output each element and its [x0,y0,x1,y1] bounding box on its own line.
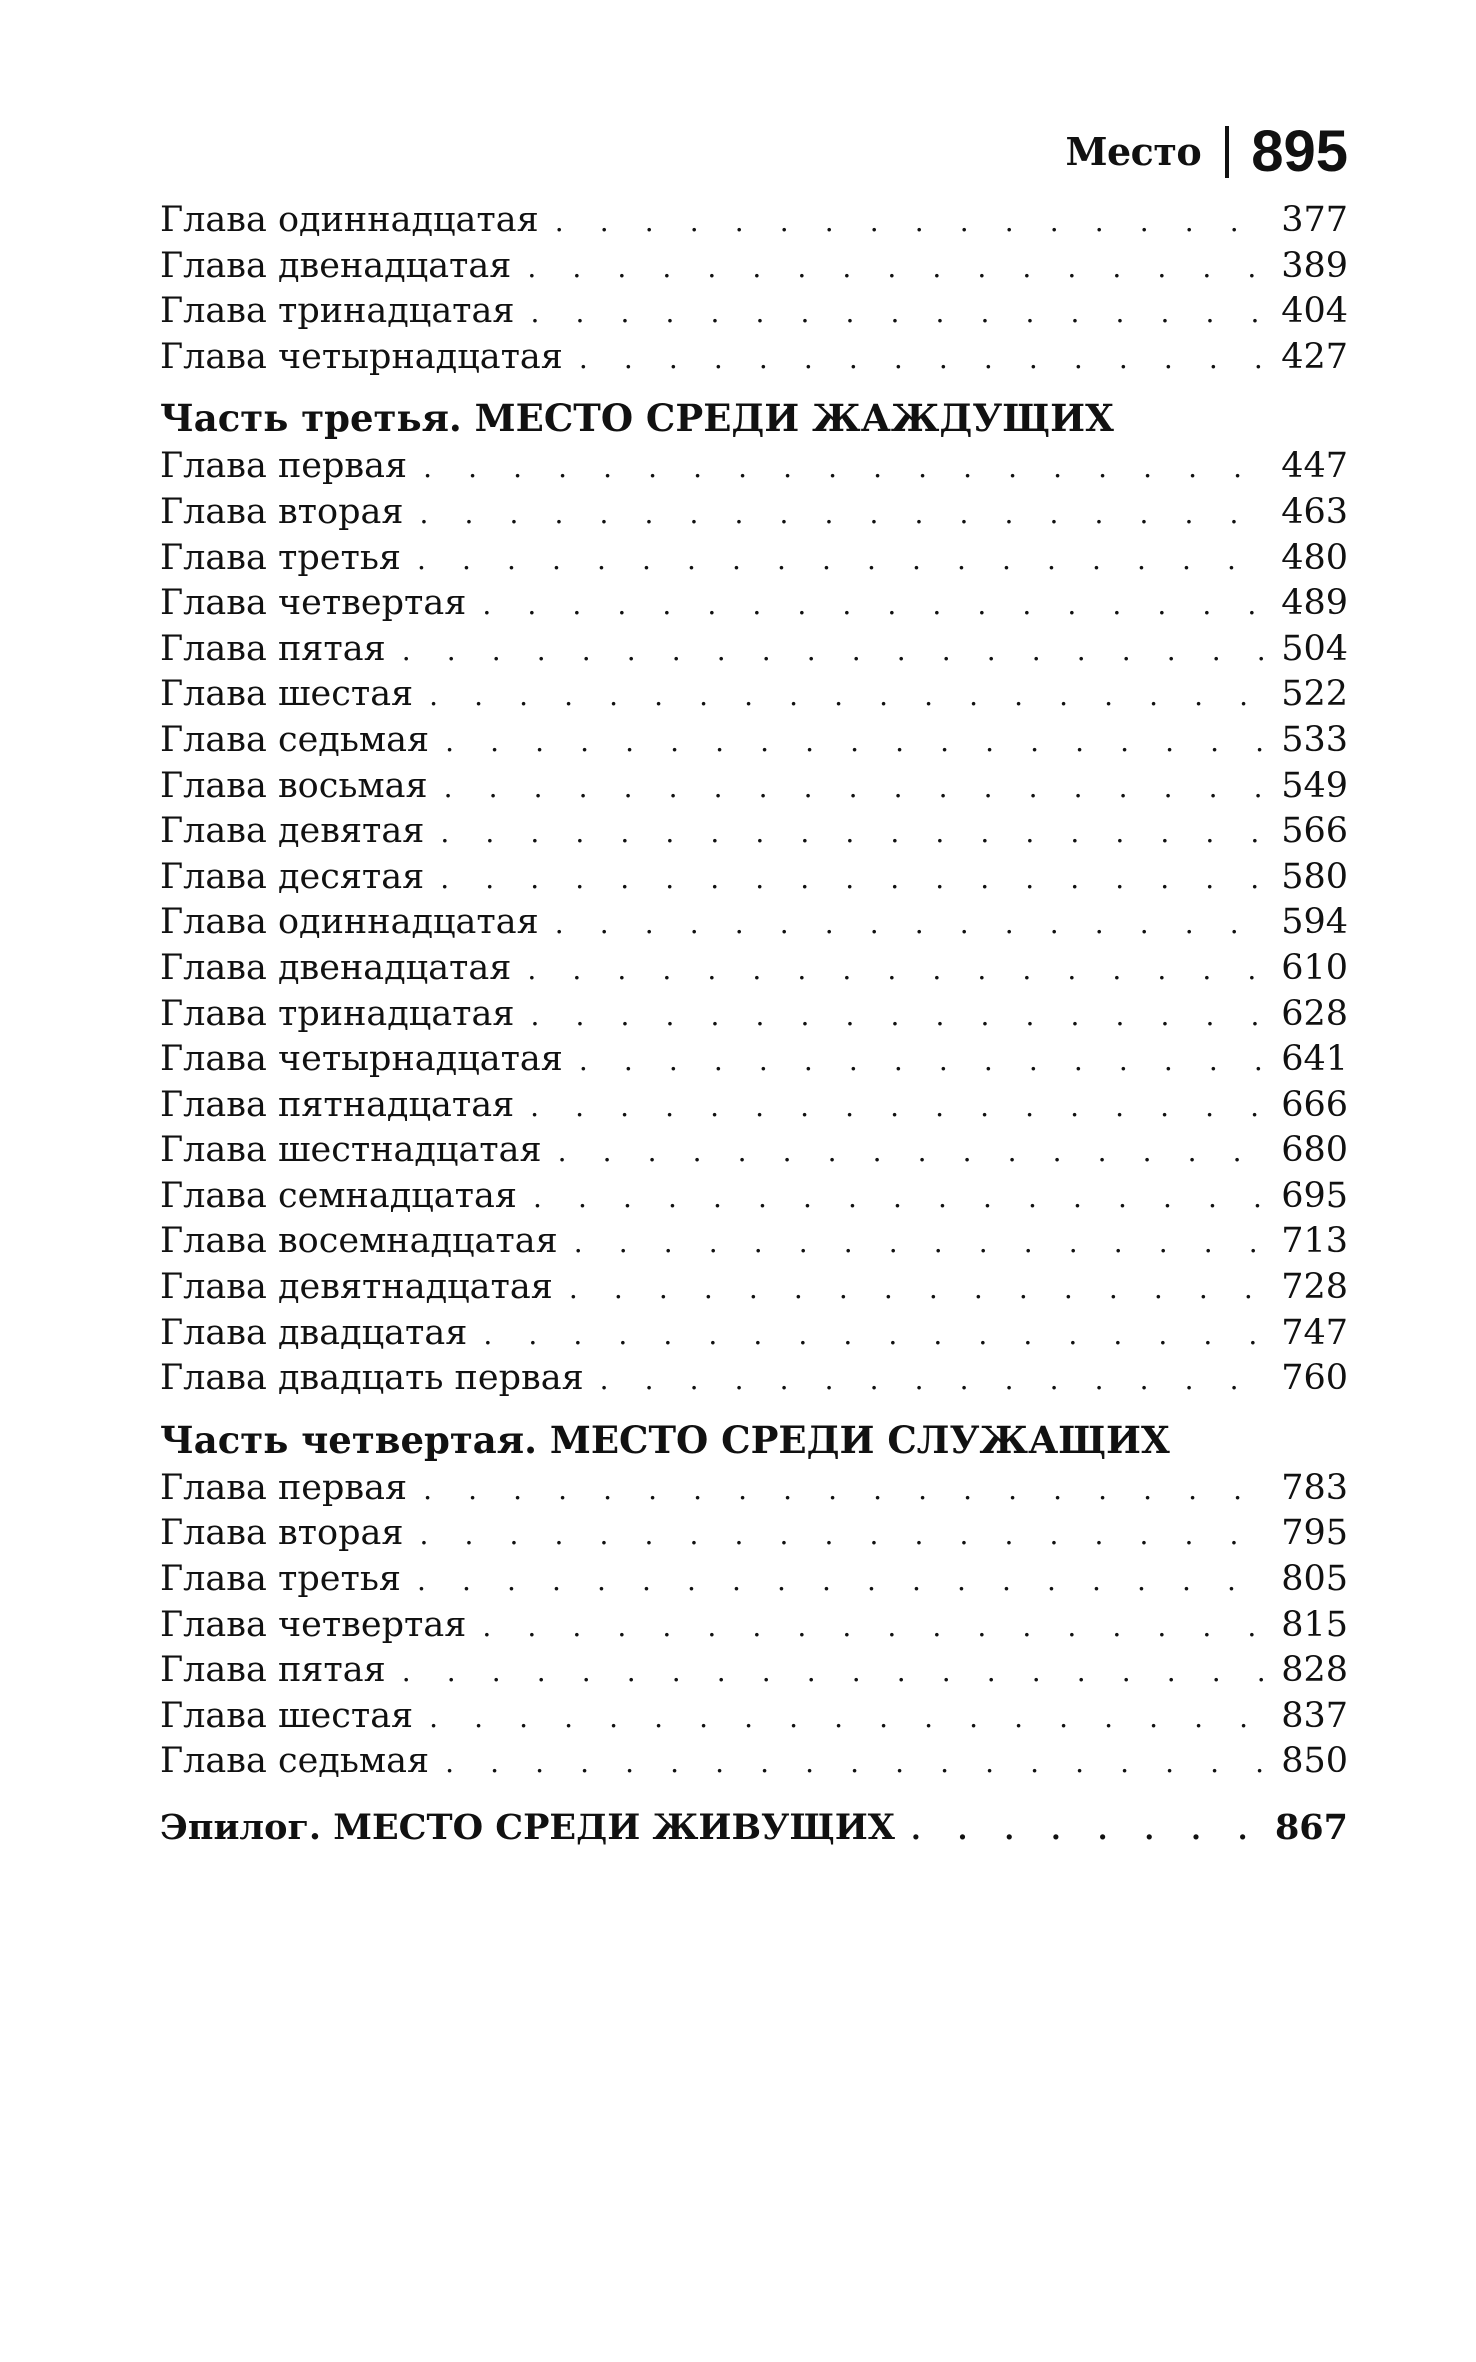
toc-entry-page: 713 [1281,1221,1348,1262]
toc-entry-label: Глава четырнадцатая [160,1039,563,1080]
toc-entry-page: 549 [1281,765,1348,806]
toc-entry-page: 867 [1274,1807,1348,1848]
dot-leader [444,765,1268,811]
toc-entry [160,764,1348,810]
dot-leader [419,1512,1267,1558]
toc-group-part-four [160,1466,1348,1785]
toc-entry-label: Глава первая [160,446,408,487]
toc-entry [160,855,1348,901]
toc-entry [160,1557,1348,1603]
dot-leader [482,582,1267,628]
dot-leader [574,1220,1267,1266]
toc-entry [160,672,1348,718]
dot-leader [429,1695,1267,1741]
toc-entry-label: Глава пятая [160,628,386,669]
toc-entry-page: 805 [1281,1559,1348,1600]
toc-entry [160,809,1348,855]
toc-entry [160,1511,1348,1557]
toc-entry [160,1219,1348,1265]
dot-leader [445,1740,1267,1786]
toc-entry-page: 747 [1281,1312,1348,1353]
toc-entry-label: Глава седьмая [160,1741,430,1782]
toc-entry-page: 728 [1281,1267,1348,1308]
toc-entry-page: 666 [1281,1084,1348,1125]
toc-entry-page: 680 [1281,1130,1348,1171]
dot-leader [440,856,1267,902]
dot-leader [569,1266,1267,1312]
toc-entry-label: Глава седьмая [160,719,430,760]
toc-entry [160,627,1348,673]
toc-entry-page: 795 [1281,1513,1348,1554]
toc-entry-label: Глава двадцать первая [160,1358,584,1399]
toc-entry [160,1648,1348,1694]
toc-entry [160,1174,1348,1220]
toc-entry-label: Глава одиннадцатая [160,902,539,943]
toc-entry-page: 610 [1281,947,1348,988]
toc-entry-page: 427 [1281,336,1348,377]
toc-entry-label: Глава пятая [160,1650,386,1691]
dot-leader [600,1357,1268,1403]
toc-entry [160,900,1348,946]
dot-leader [555,199,1268,245]
dot-leader [555,901,1268,947]
toc-entry [160,992,1348,1038]
dot-leader [445,719,1267,765]
toc-entry-label: Глава девятая [160,811,425,852]
toc-entry-page: 760 [1281,1358,1348,1399]
toc-entry-label: Глава двенадцатая [160,245,512,286]
toc-entry [160,1037,1348,1083]
toc-entry-page: 566 [1281,811,1348,852]
toc-group-part-three [160,444,1348,1401]
toc-entry-label: Глава семнадцатая [160,1175,517,1216]
part-heading-four: Часть четвертая. МЕСТО СРЕДИ СЛУЖАЩИХ [160,1417,1170,1462]
toc-entry-label: Глава пятнадцатая [160,1084,515,1125]
toc-entry-label: Глава тринадцатая [160,993,515,1034]
toc-entry [160,490,1348,536]
dot-leader [579,1038,1267,1084]
dot-leader [423,445,1267,491]
toc-entry [160,1694,1348,1740]
dot-leader [911,1807,1261,1853]
toc-group-continued [160,198,1348,380]
part-heading-three: Часть третья. МЕСТО СРЕДИ ЖАЖДУЩИХ [160,396,1114,441]
dot-leader [531,290,1268,336]
toc-entry-page: 815 [1281,1604,1348,1645]
toc-entry-page: 389 [1281,245,1348,286]
toc-entry-label: Глава одиннадцатая [160,200,539,240]
toc-entry-label: Глава третья [160,1559,401,1600]
dot-leader [579,336,1267,382]
toc-entry-page: 404 [1281,291,1348,332]
toc-entry-label: Глава четвертая [160,583,467,624]
toc-entry-page: 463 [1281,491,1348,532]
toc-entry-epilogue [160,1805,1348,1851]
toc-entry [160,581,1348,627]
toc-entry [160,1356,1348,1402]
dot-leader [419,491,1267,537]
toc-entry-page: 628 [1281,993,1348,1034]
toc-entry-page: 828 [1281,1650,1348,1691]
toc-entry-label: Глава двадцатая [160,1312,468,1353]
toc-entry-page: 522 [1281,674,1348,715]
toc-entry-label: Глава восемнадцатая [160,1221,558,1262]
dot-leader [429,673,1267,719]
toc-entry-label: Эпилог. МЕСТО СРЕДИ ЖИВУЩИХ [160,1807,895,1848]
dot-leader [483,1312,1267,1358]
toc-entry [160,1083,1348,1129]
toc-entry-label: Глава шестая [160,674,414,715]
toc-entry-label: Глава четырнадцатая [160,336,563,377]
toc-entry [160,244,1348,290]
toc-entry [160,198,1348,244]
toc-entry-label: Глава тринадцатая [160,291,515,332]
dot-leader [440,810,1267,856]
toc-entry-page: 377 [1281,200,1348,240]
toc-entry [160,1265,1348,1311]
toc-entry [160,1311,1348,1357]
dot-leader [527,947,1267,993]
dot-leader [530,1084,1267,1130]
toc-entry-page: 850 [1281,1741,1348,1782]
toc-entry-page: 695 [1281,1175,1348,1216]
toc-entry [160,536,1348,582]
table-of-contents [160,198,1348,1851]
toc-entry-label: Глава двенадцатая [160,947,512,988]
dot-leader [423,1467,1267,1513]
toc-entry-label: Глава девятнадцатая [160,1267,553,1308]
dot-leader [402,1649,1267,1695]
toc-entry [160,335,1348,381]
toc-entry-label: Глава третья [160,537,401,578]
toc-entry-page: 641 [1281,1039,1348,1080]
dot-leader [527,245,1267,291]
toc-entry [160,718,1348,764]
toc-entry-page: 580 [1281,856,1348,897]
toc-entry [160,289,1348,335]
toc-entry-page: 447 [1281,446,1348,487]
dot-leader [402,628,1267,674]
running-header [1065,118,1348,185]
dot-leader [531,993,1268,1039]
toc-entry-page: 480 [1281,537,1348,578]
toc-entry-page: 783 [1281,1467,1348,1508]
toc-entry-label: Глава четвертая [160,1604,467,1645]
toc-entry-label: Глава шестая [160,1695,414,1736]
toc-entry-label: Глава вторая [160,491,404,532]
page-number: 895 [1251,119,1348,184]
dot-leader [558,1129,1268,1175]
toc-entry-label: Глава вторая [160,1513,404,1554]
toc-entry [160,444,1348,490]
header-divider [1225,126,1229,178]
toc-entry-page: 504 [1281,628,1348,669]
toc-entry-page: 533 [1281,719,1348,760]
toc-entry [160,946,1348,992]
toc-entry [160,1603,1348,1649]
toc-entry [160,1128,1348,1174]
toc-entry-page: 594 [1281,902,1348,943]
toc-entry-label: Глава десятая [160,856,425,897]
toc-entry [160,1739,1348,1785]
running-title: Место [1065,129,1202,174]
toc-entry-label: Глава шестнадцатая [160,1130,542,1171]
dot-leader [533,1175,1267,1221]
toc-entry-page: 837 [1281,1695,1348,1736]
dot-leader [417,537,1267,583]
dot-leader [417,1558,1267,1604]
dot-leader [482,1604,1267,1650]
toc-entry-label: Глава первая [160,1467,408,1508]
toc-entry [160,1466,1348,1512]
toc-entry-label: Глава восьмая [160,765,428,806]
toc-entry-page: 489 [1281,583,1348,624]
